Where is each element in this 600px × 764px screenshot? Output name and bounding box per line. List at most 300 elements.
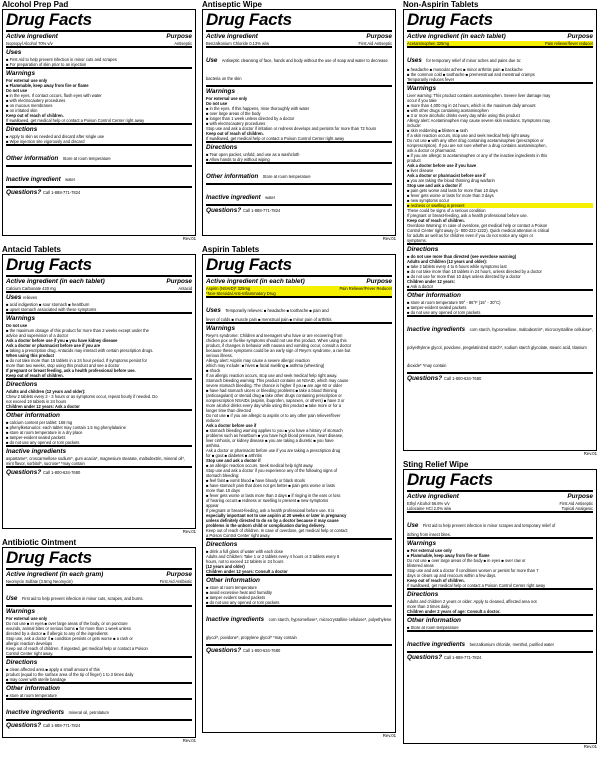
warning-line: ■ taking a prescription drug. Antacids may interact with certain prescription drugs. [6,348,154,353]
inactive-text: corn starch, hypromellose*, microcrystalline cellulose*, polyethylene glycol*, povidone*, propylene glycol* *may contain [206,617,392,640]
drug-facts-box [202,9,396,236]
revision-label: Rev.01 [382,236,396,241]
warning-line: Do not use ■ with any other drug containing acetaminophen (prescription or [407,138,544,143]
uses-line: Antiseptic cleansing of face, hands and body without the use of soap and water to decrease bacteria on the skin [206,58,388,81]
warning-line: stomach bleeding: [206,473,240,478]
drug-facts-box [403,9,597,451]
warning-line: ■ do not take more than 15 tablets in a 24 hour period. If symptoms persist for [6,358,148,363]
warning-line: Ask a doctor or pharmacist before use if you are taking a prescription drug [206,448,341,453]
warning-line: ■ Flammable, keep away from fire or flame [6,83,89,88]
active-ingredient-section [407,492,593,511]
warning-line: ■ new symptoms occur [407,198,450,203]
warning-line: Liver warning: This product contains acetaminophen. Severe liver damage may [407,93,551,98]
warning-line: symptoms. [407,238,427,243]
warning-line: for ■ gout ■ diabetes ■ arthritis [206,453,262,458]
warning-line: wounds, animal bites or serious burns ■ for more than 1 week unless [6,626,131,631]
product-title: Aspirin Tablets [202,245,260,254]
inactive-section [6,165,192,186]
active-note: *Non-Steroidal Anti-Inflammatory Drug [206,291,392,296]
warning-line: ■ longer than 1 week unless directed by a doctor [206,116,295,121]
revision-label: Rev.01 [182,236,196,241]
uses-line: First aid to help prevent infection in minor scrapes and temporary relief of [422,523,556,528]
active-item: Benzalkonium Chloride 0.13% w/w [206,41,270,46]
revision-label: Rev.01 [382,733,396,738]
other-info-line: ■ store at room temperature in a dry place [6,430,83,435]
questions-section [206,204,392,215]
drug-facts-box [2,9,196,236]
panel-antibiotic-ointment [2,538,196,744]
uses-heading: Use [206,57,218,64]
directions-heading: Directions [407,246,439,253]
warning-line: If an allergic reaction occurs, stop use and seek medical help right away. [206,373,338,378]
uses-section [206,46,392,85]
active-item: Acetaminophen 325mg [407,41,450,46]
questions-heading: Questions? [6,469,42,476]
other-info-section [6,409,192,445]
other-info-heading: Other information [6,412,60,419]
warning-line: more than 10 days [206,488,240,493]
warning-line: Control Center right away (1- 800-222-1222). Quick medical attention is critical [407,228,550,233]
warning-line: Ask a doctor before use if you have [407,163,477,168]
inactive-section [6,698,192,719]
directions-heading: Directions [407,591,439,598]
uses-section [6,584,192,605]
other-info-heading: Other information [6,155,59,162]
warning-line: ■ over large areas of the body [206,111,261,116]
warning-line: nonprescription NSAIDs (aspirin, ibuprofen, naproxen, or others) ■ have 3 or [206,398,345,403]
uses-section [6,291,192,312]
inactive-heading: Inactive ingredient [6,176,61,183]
drug-facts-heading: Drug Facts [407,11,593,32]
directions-section [206,538,392,574]
warning-line: problems in the unborn child or complication during delivery. [206,523,326,528]
warning-line: Reye's syndrome: Children and teenagers who have or are recovering from [206,333,343,338]
warning-line: allergic reaction develops [6,641,53,646]
directions-section [407,588,593,614]
warning-line: Keep out of reach of children. In case of overdose, get medical help or contact [206,528,348,533]
panel-sting-relief-wipe [403,460,597,750]
uses-section [206,296,392,322]
inactive-text: water [265,195,276,200]
warning-line: ■ in the eyes. If contact occurs, flush eyes with water [6,93,102,98]
direction-line: ■ may cover with sterile bandage [6,677,67,682]
drug-facts-heading: Drug Facts [6,11,192,32]
warning-line: Ask a doctor before use if you ■ you have kidney disease [6,338,118,343]
questions-section [206,644,392,655]
warning-line: Stop use and ask a doctor if you experience any of the following signs of [206,468,338,473]
direction-line: Adults and Children (12 years and older): [407,259,488,264]
inactive-text: water [65,177,76,182]
direction-line: ■ Apply to skin as needed and discard after single use [6,134,105,139]
inactive-text: mineral oil, petrolatum [68,710,109,715]
warning-line: If swallowed, get medical help or contact a Poison Control Center right away [407,583,546,588]
directions-section [6,378,192,409]
warning-line: ■ For external use only [407,548,452,553]
purpose-heading: Purpose [366,33,392,40]
other-info-section [407,289,593,315]
warning-line: ■ an allergic reaction occurs. Seek medical help right away. [206,463,314,468]
warning-line: ■ with electrocautery procedures [6,98,66,103]
warning-line: If pregnant or breast-feeding, ask a health professional before use. [407,213,528,218]
revision-label: Rev.01 [583,744,597,749]
warning-line: If swallowed, get medical help or contact a Poison Control Center right away [6,118,145,123]
questions-heading: Questions? [206,647,242,654]
active-ingredient-section [206,277,392,296]
warning-line: (anticoagulant) or steroid drug ■ take other drugs containing prescription or [206,393,342,398]
drug-facts-box [2,254,196,529]
warning-line: asthma [206,443,220,448]
inactive-section [6,445,192,466]
warning-line: ■ liver disease [407,168,434,173]
warning-line: If pregnant or breast-feeding, ask a health professional before use. It is [206,508,335,513]
active-item: Isopropyl Alcohol 70% v/v [6,41,53,46]
product-title: Alcohol Prep Pad [2,0,69,9]
directions-section [6,656,192,682]
other-info-line: ■ do not use any opened or torn packets [206,600,280,605]
warning-line: Keep out of reach of children. [6,113,64,118]
panel-alcohol-prep-pad [2,0,196,242]
uses-section [407,46,593,82]
other-info-heading: Other information [407,617,461,624]
warning-line: Stop use and ask a doctor if conditions worsen or persist for more than 7 [407,568,539,573]
phone-number: Call 1-800-634-7680 [42,470,81,475]
direction-line: ■ drink a full glass of water with each dose [206,549,284,554]
direction-line: ■ Tear open packet, unfold, and use as a washcloth [206,152,300,157]
warning-line: Keep out of reach of children. [6,373,64,378]
active-purpose: First Aid Antibiotic [159,579,192,584]
warning-line: advice and supervision of a doctor [6,333,69,338]
warning-line: occur if you take [407,98,437,103]
phone-number: Call 1-888-771-7824 [242,208,281,213]
uses-heading: Uses [407,57,422,64]
direction-line: Children under 12 years: Consult a doctor [206,569,288,574]
inactive-text: aspartame*, croscarmellose sodium*, gum acacia*, magnesium stearate, maltodextrin, mineral oil*, mint flavor, sorbitol*, sucrose* *may contain [6,456,186,466]
drug-facts-box [403,469,597,744]
warning-line: severe stomach bleeding. The chance is higher if you ■ are age 60 or older [206,383,342,388]
active-purpose: Pain reliever/fever reducer [544,41,593,46]
questions-heading: Questions? [407,654,443,661]
direction-line: more than 3 times daily. [407,604,451,609]
warning-line: ■ 3 or more alcoholic drinks every day while using this product [407,113,520,118]
inactive-section [407,630,593,651]
active-item: Aspirin (NSAID)* 325mg [206,286,251,291]
warning-line: ■ have stomach pain that does not get better ■ pain gets worse or lasts [206,483,335,488]
uses-line: Temporarily relieves: ■ headache ■ toothache ■ pain and [225,308,329,313]
drug-facts-heading: Drug Facts [206,11,392,32]
warning-line: ■ redness or swelling is present [407,203,593,208]
uses-heading: Uses [6,294,22,301]
direction-line: Adults and Children: Take 1 or 2 tablets every 4 hours or 3 tablets every 6 [206,554,340,559]
directions-heading: Directions [206,144,238,151]
warning-line: serious illness. [206,353,233,358]
active-purpose: Antiseptic [174,41,192,46]
warnings-section [407,82,593,243]
panel-antacid-tablets [2,245,196,535]
directions-section [206,141,392,162]
questions-heading: Questions? [6,722,42,729]
warnings-heading: Warnings [206,325,235,332]
warning-line: chicken pox or flu-like symptoms should not use this product. When using this [206,338,347,343]
other-info-line: ■ phenylketonurics: each tablet may contain 1.5 mg phenylalanine [6,425,126,430]
purpose-heading: Purpose [166,278,192,285]
warning-line: because these symptoms could be an early sign of Reye's syndrome, a rare but [206,348,351,353]
active-ingredient-section [407,32,593,46]
warning-line: If pregnant or breast feeding, ask a health professional before use. [6,368,136,373]
other-info-section [6,682,192,698]
uses-line: First aid to help prevent infection in minor cuts, scrapes, and burns. [21,596,144,601]
warning-line: Do not use ■ in eyes ■ over large areas of the body, or on puncture [6,621,128,626]
directions-section [6,123,192,144]
uses-intro: relieves [23,295,38,300]
warning-line: ■ stomach bleeding warning applies to you ■ you have a history of stomach [206,428,343,433]
direction-line: ■ clean affected area ■ apply a small amount of this [6,667,100,672]
panel-aspirin-tablets [202,245,396,739]
uses-line: ■ headache ■ muscular aches ■ minor arthritis pain ■ backache [407,67,523,72]
other-info-line: ■ store at room temperature 59° - 86°F (15° - 30°C) [407,300,501,305]
warning-line: For external use only [6,616,48,621]
other-info-line: ■ store at room temperature [206,585,257,590]
warning-line: ■ if you are allergic to acetaminophen or any of the inactive ingredients in this [407,153,548,158]
warning-line: Control Center right away. [6,651,54,656]
inactive-section [407,315,593,372]
other-info-text: ■ store at room temperature [6,693,57,698]
direction-line: product (equal to the surface area of the tip of finger) 1 to 3 times daily [6,672,134,677]
warnings-section [6,67,192,123]
revision-label: Rev.01 [182,738,196,743]
directions-heading: Directions [6,126,38,133]
active-ingredient-heading: Active ingredient [206,33,258,40]
active-ingredient-heading: Active ingredient [6,33,58,40]
warning-line: ■ fever gets worse or lasts more than 3 days ■ if ringing in the ears or loss [206,493,341,498]
other-info-text: Store at room temperature [62,156,111,161]
active-item: Ethyl Alcohol 56.6% v/v [407,501,450,506]
warning-line: Keep out of reach of children. If ingested, get medical help or contact a Poison [6,646,148,651]
warnings-section [206,322,392,538]
warning-line: Ask a doctor or pharmacist before use if you are [6,343,101,348]
uses-heading: Uses [206,307,221,314]
uses-section [6,46,192,67]
uses-heading: Use [6,595,18,602]
purpose-heading: Purpose [366,278,392,285]
warning-line: When using this product [6,353,54,358]
warning-line: of hearing occurs ■ redness or swelling is present ■ new symptoms [206,498,329,503]
questions-section [6,466,192,477]
warning-line: liver cirrhosis, or kidney disease ■ you are taking a diuretic ■ you have [206,438,334,443]
direction-line: ■ Wipe injection site vigorously and discard [6,139,85,144]
directions-heading: Directions [206,541,238,548]
drug-facts-heading: Drug Facts [6,549,192,570]
active-purpose: Pain Reliever/Fever Reducer [339,286,392,291]
questions-heading: Questions? [407,375,443,382]
direction-line: Adults and children (12 years and older): [6,389,86,394]
warning-line: ■ on irritated skin [6,108,38,113]
direction-line: Children under 12 years: Ask a doctor [6,404,80,409]
questions-section [407,372,593,383]
warning-line: Keep out of reach of children. [206,131,264,136]
warning-line: ask a doctor or pharmacist. [407,148,457,153]
product-title: Non-Aspirin Tablets [403,0,479,9]
active-ingredient-section [6,570,192,584]
warning-line: For external use only [206,96,248,101]
other-info-line: ■ tamper-evident sealed packets [6,435,66,440]
warnings-section [6,605,192,656]
direction-line: Children under 12 years: [407,279,456,284]
inactive-text: benzalkonium chloride, menthol, purified water [469,642,554,647]
active-purpose: First Aid Antiseptic [358,41,392,46]
other-info-text: ■ Store at room temperature [407,625,459,630]
product-title: Antibiotic Ointment [2,538,77,547]
warning-line: Allergy alert: Acetaminophen may cause severe skin reactions. Symptoms may [407,118,551,123]
active-ingredient-section [6,277,192,291]
uses-line: itching from insect bites. [407,532,451,537]
phone-number: Call 1-800-634-7680 [242,648,281,653]
warning-line: ■ skin reddening ■ blisters ■ rash [407,128,468,133]
purpose-heading: Purpose [166,33,192,40]
warning-line: nonprescription). If you are not sure whether a drug contains acetaminophen, [407,143,547,148]
warning-line: Stop use and ask a doctor if [407,183,462,188]
warnings-heading: Warnings [407,85,436,92]
warning-line: ■ with electrocautery procedures [206,121,266,126]
warning-line: reducer [206,418,220,423]
warning-line: Overdose Warning: In case of overdose, get medical help or contact a Poison [407,223,548,228]
uses-heading: Use [407,522,419,529]
warning-line: blistered areas [407,563,434,568]
drug-facts-heading: Drug Facts [6,256,192,277]
direction-line: not exceed 19 tablets in 24 hours [6,399,67,404]
warning-line: For external use only [6,78,48,83]
warnings-section [6,312,192,378]
warning-line: Do not use [206,101,228,106]
warning-line: Stop use and ask a doctor if [206,458,261,463]
uses-section [407,511,593,537]
warning-line: product [407,158,421,163]
warning-line: Keep out of reach of children. [407,218,465,223]
active-purpose: Topical Analgesic [561,506,593,511]
inactive-heading: Inactive ingredient [206,194,261,201]
inactive-section [206,183,392,204]
other-info-section [407,614,593,630]
active-ingredient-heading: Active ingredient (in each tablet) [206,278,305,285]
active-ingredient-section [6,32,192,46]
warning-line: These could be signs of a serious condition [407,208,486,213]
warning-line: Stop use and ask a doctor if irritation or redness develops and persists for more than 72 hours [206,126,377,131]
purpose-heading: Purpose [166,571,192,578]
uses-line: fever of colds ■ muscle pain ■ menstrual pain ■ minor pain of arthritis [206,317,332,322]
questions-section [407,651,593,662]
purpose-heading: Purpose [567,493,593,500]
other-info-heading: Other information [206,577,260,584]
warning-line: more than two weeks, stop using this product and see a doctor [6,363,120,368]
warning-line: ■ shock [206,368,221,373]
warning-line: Allergy alert: Aspirin may cause a severe allergic reaction [206,358,310,363]
warning-line: Ask a doctor before use if [206,423,257,428]
warning-line: include: [407,123,422,128]
inactive-section [206,605,392,644]
questions-section [6,186,192,197]
warning-line: ■ in the eyes. If this happens, rinse thoroughly with water [206,106,310,111]
warning-line: ■ have had stomach ulcers or bleeding problems ■ take a blood thinning [206,388,338,393]
other-info-line: ■ calcium content per tablet: 168 mg [6,420,73,425]
uses-line: ■ First Aid to help prevent infection in minor cuts and scrapes [6,57,117,62]
active-item: Calcium Carbonate 420 mg [6,286,56,291]
warning-line: ■ feel faint ■ vomit blood ■ have bloody or black stools [206,478,305,483]
phone-number: Call 1-888-771-7824 [42,190,81,195]
direction-line: Children under 2 years of age: Consult a doctor. [407,609,501,614]
phone-number: Call 1-888-771-7824 [443,655,482,660]
warning-line: days or clears up and reoccurs within a few days. [407,573,497,578]
product-title: Antacid Tablets [2,245,61,254]
direction-line: Chew 2 tablets every 2 - 3 hours or as symptoms occur, repeat hourly if needed. Do [6,394,158,399]
direction-line: ■ take 2 tablets every 4 to 6 hours while symptoms last [407,264,507,269]
drug-facts-box [2,547,196,738]
product-title: Antiseptic Wipe [202,0,262,9]
drug-facts-box [202,254,396,733]
other-info-line: ■ do not use any opened or torn packets [407,310,481,315]
warning-line: ■ Flammable, keep away from fire or flame [407,553,490,558]
directions-section [407,243,593,289]
other-info-heading: Other information [407,292,461,299]
uses-line: for temporary relief of minor aches and pains due to: [426,58,522,63]
other-info-section [206,162,392,183]
active-ingredient-heading: Active ingredient (in each gram) [6,571,104,578]
other-info-text: Store at room temperature [262,174,311,179]
uses-line: Temporarily reduces fever [407,77,455,82]
direction-line: Adults and children 2 years or older: Apply to cleaned, affected area not [407,599,537,604]
inactive-heading: Inactive ingredients [6,448,67,455]
uses-line: ■ acid indigestion ■ sour stomach ■ heartburn [6,302,90,307]
warning-line: more alcohol drinks every day while using this product ■ take more or for a [206,403,342,408]
warnings-section [407,537,593,588]
warning-line: Do not use ■ over large areas of the body ■ in eyes ■ over raw or [407,558,526,563]
direction-line: ■ do not use for more than 10 days unless directed by a doctor [407,274,521,279]
warning-line: ■ pain gets worse and lasts for more than 10 days [407,188,498,193]
other-info-section [6,144,192,165]
other-info-section [206,574,392,605]
warning-line: If a skin reaction occurs, stop use and seek medical help right away. [407,133,531,138]
active-ingredient-section [206,32,392,46]
active-ingredient-heading: Active ingredient [407,493,459,500]
warnings-section [206,85,392,141]
warning-line: ■ the maximum dosage of this product for more than 2 weeks except under the [6,328,149,333]
panel-non-aspirin-tablets [403,0,597,457]
warning-line: Do not use ■ if you are allergic to aspirin or to any other pain reliever/fever [206,413,341,418]
warning-line: a Poison Control Center right away. [206,533,271,538]
active-item: Lidocaine HCl 2.0% w/w [407,506,452,511]
inactive-heading: Inactive ingredients [6,709,65,716]
uses-line: ■ upset stomach associated with these symptoms [6,307,97,312]
warning-line: ■ on mucous membranes [6,103,53,108]
warning-line: for adults as well as for children even if you do not notice any signs or [407,233,534,238]
warning-line: unless definitely directed to do so by a doctor because it may cause [206,518,339,523]
uses-line: ■ For preparation of skin prior to an injection [6,62,87,67]
warning-line: which may include: ■ hives ■ facial swelling ■ asthma (wheezing) [206,363,325,368]
active-item: Neomycin Sulfate (3.5mg Neomycin) [6,579,73,584]
revision-label: Rev.01 [182,529,196,534]
uses-heading: Uses [6,49,22,56]
warning-line: ■ you are taking the blood thinning drug warfarin [407,178,495,183]
panel-antiseptic-wipe [202,0,396,242]
warnings-heading: Warnings [407,540,436,547]
warning-line: Do not use [6,88,28,93]
warning-line: longer time than directed [206,408,252,413]
inactive-text: corn starch, hypromellose, maltodextrin*, microcrystalline cellulose*, polyethylene glycol, povidone, pregelatinized starch*, sodium starch glycolate, stearic acid, titanium dioxide* *may contain [407,327,593,368]
warning-line: Stomach bleeding warning: This product contains an NSAID, which may cause [206,378,349,383]
other-info-line: ■ tamper-evident sealed packets [407,305,467,310]
other-info-heading: Other information [206,173,259,180]
warning-line: appear [206,503,219,508]
drug-facts-heading: Drug Facts [206,256,392,277]
other-info-heading: Other information [6,685,60,692]
